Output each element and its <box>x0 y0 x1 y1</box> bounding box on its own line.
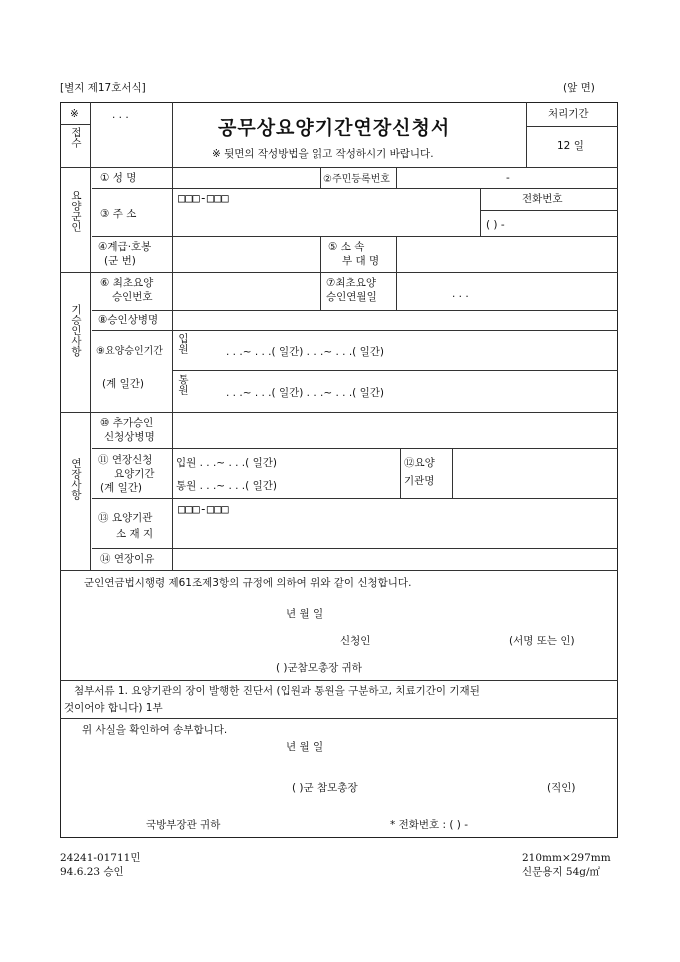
phone-label: 전화번호 <box>522 193 563 205</box>
approval-date-left-vline <box>320 272 321 310</box>
rrn-label-left-vline <box>320 167 321 188</box>
section-extension: 연장사항 <box>70 458 82 500</box>
rank-field[interactable] <box>176 240 316 268</box>
receipt-mark: ※ <box>70 108 79 120</box>
inpatient-label: 입원 <box>177 333 189 354</box>
row-line-name <box>92 188 618 189</box>
section-approved: 기승인사항 <box>70 304 82 357</box>
footer-code: 24241-01711민 <box>60 852 141 864</box>
ext-period-total: (계 일간) <box>100 482 142 494</box>
ext-period-label: ⑪ 연장신청 <box>98 454 153 466</box>
period-total-label: (계 일간) <box>102 378 144 390</box>
row-line-address <box>92 236 618 237</box>
row-line-add-disease <box>92 448 618 449</box>
line-declaration <box>60 680 618 681</box>
facility-name-field[interactable] <box>456 452 614 494</box>
ext-outpatient-field[interactable]: 통원 . . .~ . . .( 일간) <box>176 480 277 492</box>
approval-date-label: ⑦최초요양 <box>326 277 376 289</box>
rrn-field[interactable]: - <box>506 172 510 184</box>
ext-inpatient-field[interactable]: 입원 . . .~ . . .( 일간) <box>176 457 277 469</box>
page-side-label: (앞 면) <box>563 82 595 94</box>
footer-paper: 신문용지 54g/㎡ <box>522 866 601 878</box>
facility-postcode-box[interactable]: □□□-□□□ <box>178 502 229 516</box>
inpatient-period-field[interactable]: . . .~ . . .( 일간) . . .~ . . .( 일간) <box>226 346 384 358</box>
row-line-disease <box>92 330 618 331</box>
processing-value: 12 일 <box>557 140 584 152</box>
form-number: [별지 제17호서식] <box>60 82 146 94</box>
facility-name-left-vline <box>400 448 401 498</box>
receipt-divider <box>60 124 90 125</box>
rank-label: ④계급·호봉 <box>98 241 152 253</box>
rrn-label: ②주민등록번호 <box>323 174 390 185</box>
approval-date-label-2: 승인연월일 <box>326 291 377 303</box>
approval-number-label: ⑥ 최초요양 <box>100 277 154 289</box>
phone-field[interactable]: ( ) - <box>486 219 505 231</box>
row-line-inpatient <box>172 370 618 371</box>
facility-name-label: ⑫요양 <box>404 457 435 469</box>
approval-number-label-2: 승인번호 <box>112 291 153 303</box>
label-vline <box>172 167 173 570</box>
reason-label: ⑭ 연장이유 <box>100 553 155 565</box>
approval-date-right-vline <box>396 272 397 310</box>
name-label: ① 성 명 <box>100 172 137 184</box>
unit-name-label: 부 대 명 <box>342 255 380 267</box>
section-patient: 요양군인 <box>70 190 82 232</box>
form-title: 공무상요양기간연장신청서 <box>218 117 451 139</box>
receipt-vline <box>90 102 91 167</box>
line-attachment <box>60 718 618 719</box>
declaration-date: 년 월 일 <box>286 608 324 620</box>
attachment-line-1: 첨부서류 1. 요양기관의 장이 발행한 진단서 (입원과 통원을 구분하고, 치료기간이 기재된 <box>74 685 480 697</box>
section-line-approved <box>60 412 618 413</box>
header-bottom-line <box>60 167 618 168</box>
phone-divider <box>480 210 618 211</box>
add-disease-label-2: 신청상병명 <box>104 431 155 443</box>
approval-number-field[interactable] <box>176 276 316 306</box>
section-line-extension <box>60 570 618 571</box>
section-line-patient <box>60 272 618 273</box>
phone-vline <box>480 188 481 236</box>
processing-divider <box>526 126 618 127</box>
applicant-label: 신청인 <box>340 635 371 647</box>
receipt-date: . . . <box>112 109 129 121</box>
declaration-text: 군인연금법시행령 제61조제3항의 규정에 의하여 위와 같이 신청합니다. <box>84 577 412 589</box>
processing-vline <box>526 102 527 167</box>
attachment-line-2: 것이어야 합니다) 1부 <box>64 702 163 714</box>
ext-period-label-2: 요양기간 <box>114 468 155 480</box>
facility-name-right-vline <box>452 448 453 498</box>
add-disease-label: ⑩ 추가승인 <box>100 417 154 429</box>
row-line-ext-period <box>92 498 618 499</box>
row-line-approval <box>92 310 618 311</box>
facility-name-label-2: 기관명 <box>404 475 435 487</box>
approval-date-field[interactable]: . . . <box>452 288 469 300</box>
name-field[interactable] <box>176 170 316 186</box>
confirmation-addressee: 국방부장관 귀하 <box>146 819 221 831</box>
unit-label: ⑤ 소 속 <box>328 241 365 253</box>
unit-label-left-vline <box>320 236 321 272</box>
footer-approved: 94.6.23 승인 <box>60 866 124 878</box>
unit-field[interactable] <box>400 240 614 268</box>
facility-address-label: ⑬ 요양기관 <box>98 512 153 524</box>
disease-label: ⑧승인상병명 <box>98 314 159 326</box>
declaration-addressee: ( )군참모총장 귀하 <box>276 662 362 674</box>
disease-field[interactable] <box>176 313 614 328</box>
official-seal-label: (직인) <box>547 782 576 794</box>
rrn-label-right-vline <box>396 167 397 188</box>
form-instruction: ※ 뒷면의 작성방법을 읽고 작성하시기 바랍니다. <box>212 148 434 160</box>
processing-label: 처리기간 <box>548 108 589 120</box>
address-label: ③ 주 소 <box>100 208 137 220</box>
service-number-label: (군 번) <box>104 255 136 267</box>
period-label: ⑨요양승인기간 <box>96 346 163 357</box>
confirmation-text: 위 사실을 확인하여 송부합니다. <box>82 724 228 736</box>
signature-label: (서명 또는 인) <box>509 635 575 647</box>
confirmation-chief: ( )군 참모총장 <box>292 782 358 794</box>
address-postcode-box[interactable]: □□□-□□□ <box>178 191 229 205</box>
unit-label-right-vline <box>396 236 397 272</box>
receipt-right-vline <box>172 102 173 167</box>
reason-field[interactable] <box>176 551 614 567</box>
add-disease-field[interactable] <box>176 416 614 444</box>
confirmation-date: 년 월 일 <box>286 741 324 753</box>
outpatient-label: 통원 <box>177 374 189 395</box>
receipt-label: 접수 <box>70 127 82 148</box>
row-line-facility <box>92 548 618 549</box>
outpatient-period-field[interactable]: . . .~ . . .( 일간) . . .~ . . .( 일간) <box>226 387 384 399</box>
section-label-vline <box>90 167 91 570</box>
facility-address-label-2: 소 재 지 <box>116 528 154 540</box>
footer-size: 210mm×297mm <box>522 852 611 864</box>
confirmation-phone: * 전화번호 : ( ) - <box>390 819 469 831</box>
